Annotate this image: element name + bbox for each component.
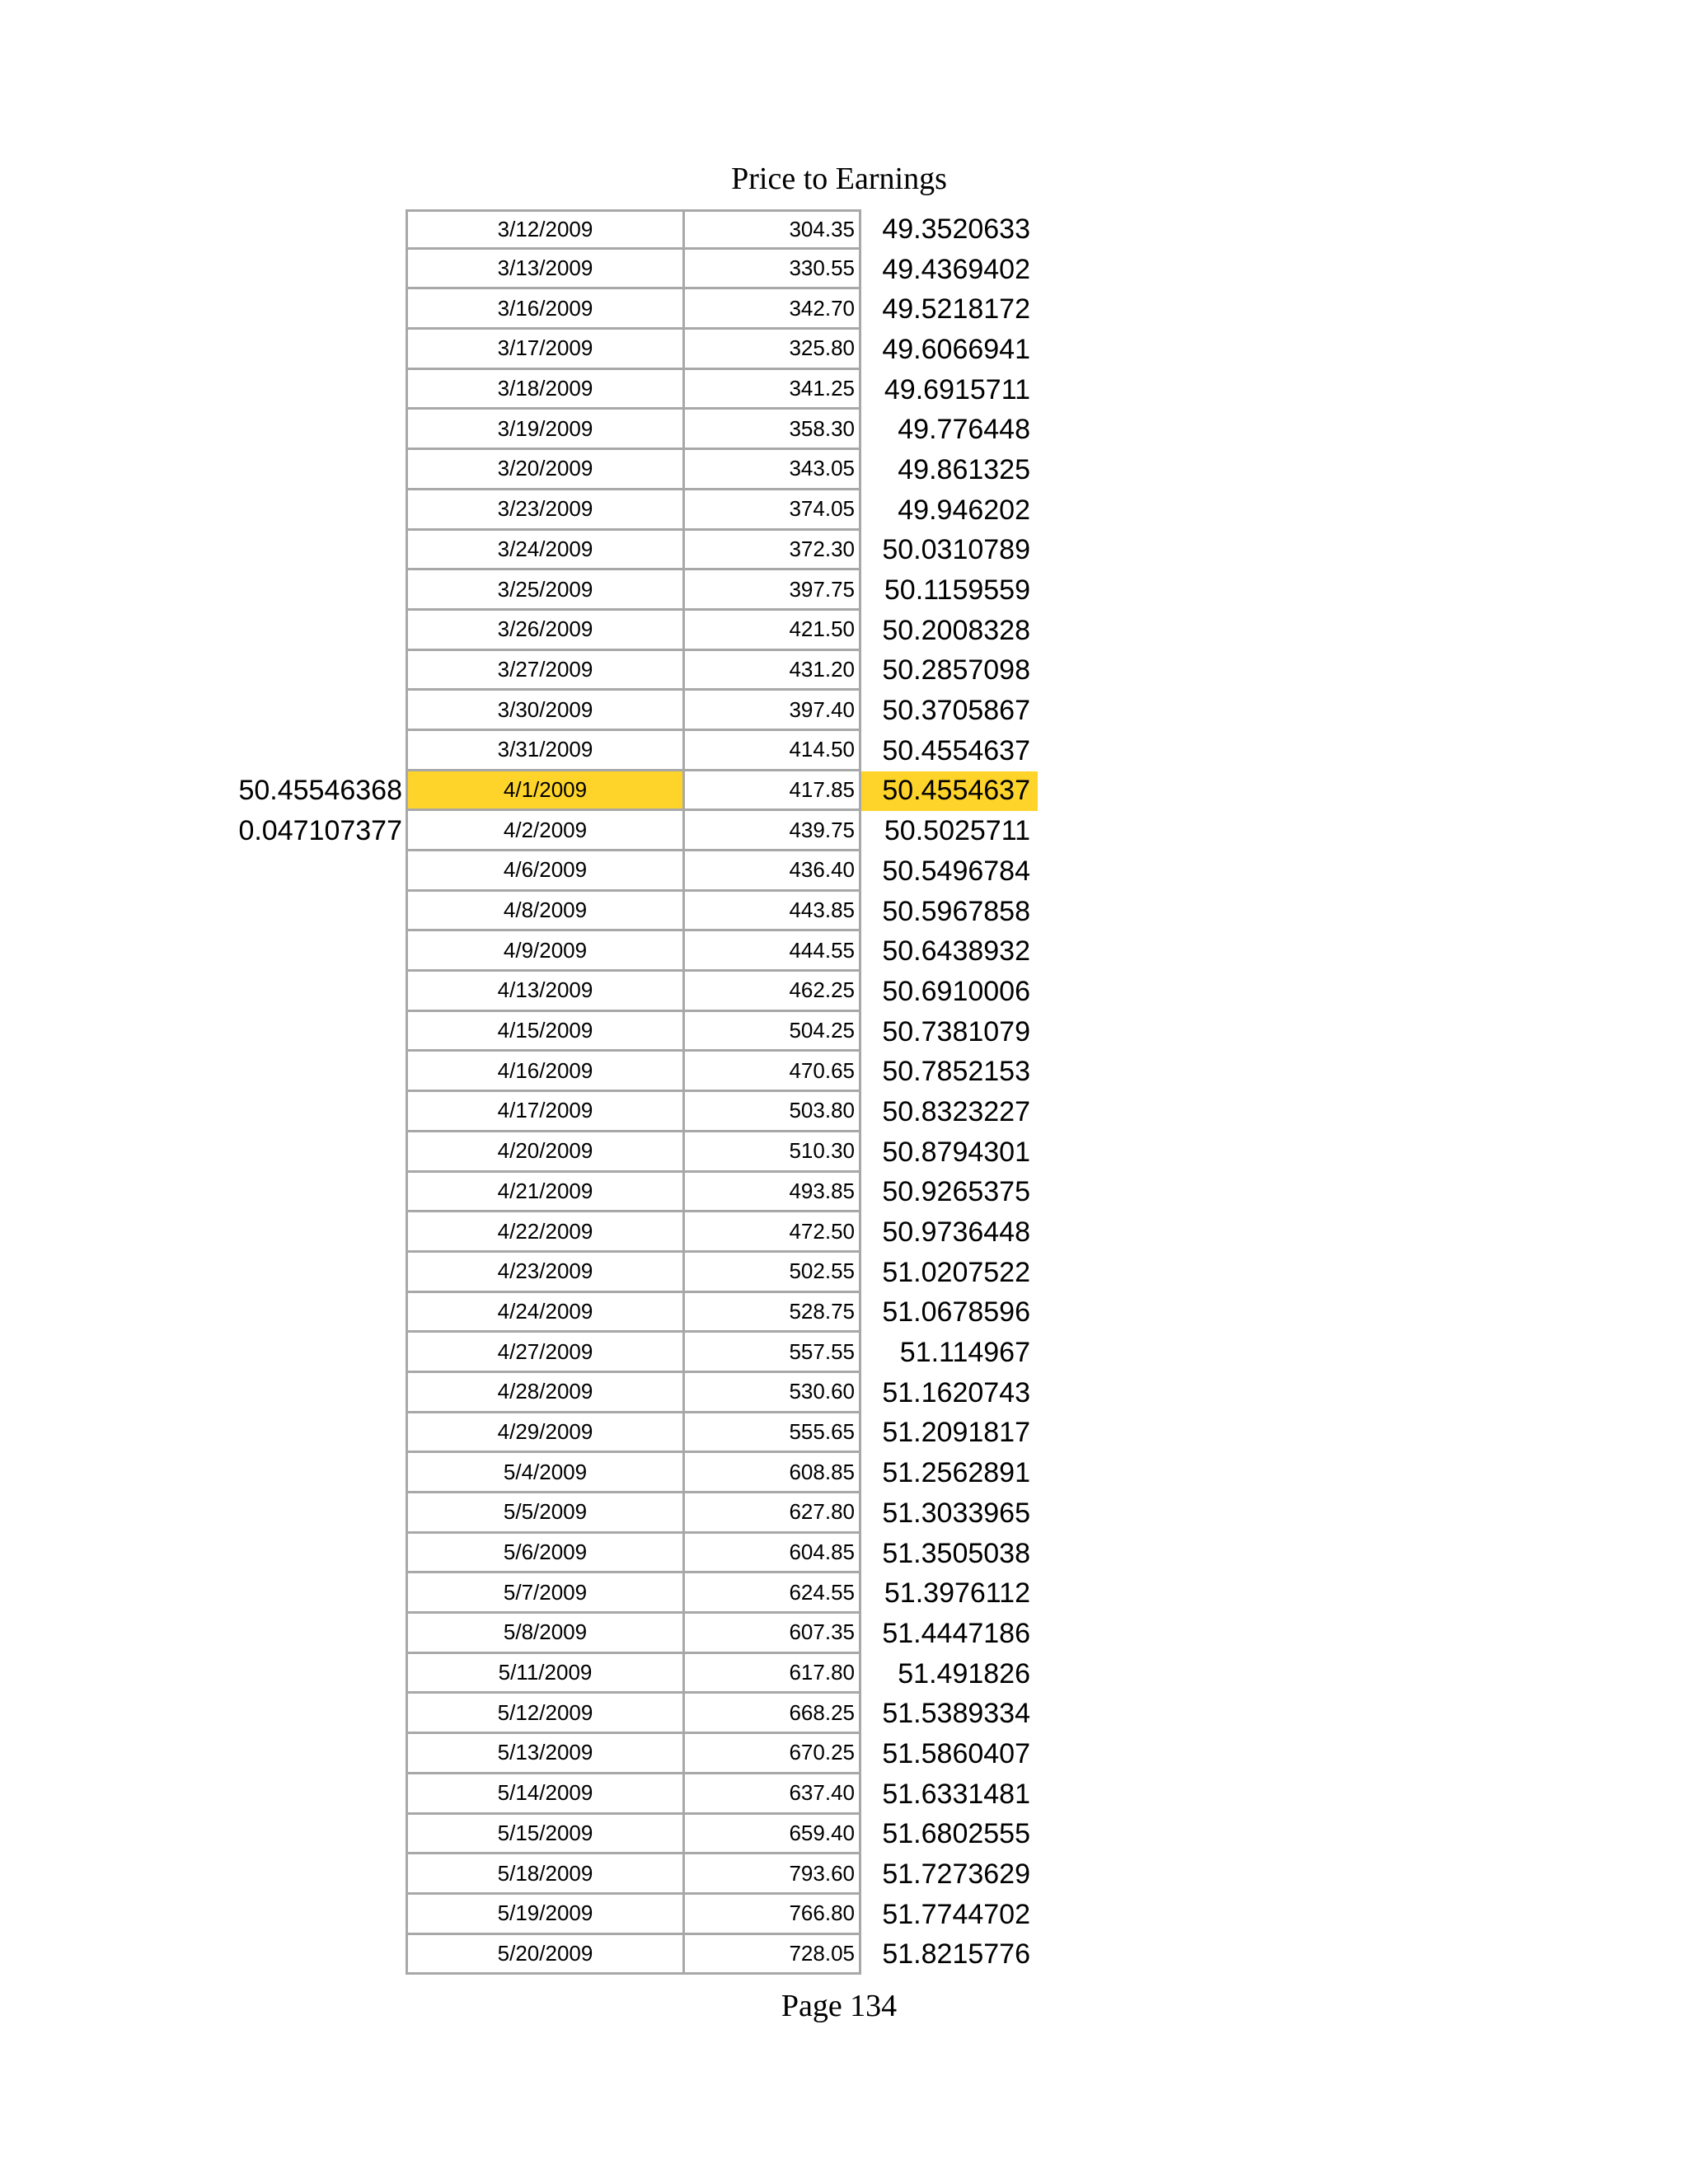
price-cell: 342.70 [685, 289, 861, 330]
pe-value-cell: 50.1159559 [884, 574, 1030, 607]
pe-value-cell: 49.861325 [898, 453, 1030, 485]
price-cell: 330.55 [685, 250, 861, 290]
pe-value-cell: 51.3976112 [884, 1577, 1030, 1610]
price-cell: 325.80 [685, 330, 861, 370]
price-cell: 607.35 [685, 1614, 861, 1654]
price-cell: 417.85 [685, 771, 861, 812]
table-row [0, 209, 1688, 250]
price-cell: 530.60 [685, 1373, 861, 1413]
table-row [0, 1534, 1688, 1574]
table-row [0, 1854, 1688, 1895]
page-title: Price to Earnings [731, 162, 947, 196]
price-cell: 343.05 [685, 450, 861, 490]
pe-value-cell: 50.8323227 [882, 1095, 1030, 1127]
date-cell: 4/15/2009 [406, 1012, 685, 1052]
table-row [0, 1293, 1688, 1333]
table-row [0, 250, 1688, 290]
pe-value-cell: 50.5967858 [882, 895, 1030, 927]
table-row [0, 1333, 1688, 1373]
side-value: 0.047107377 [238, 815, 402, 847]
date-cell: 4/13/2009 [406, 972, 685, 1012]
table-row [0, 651, 1688, 691]
table-row [0, 731, 1688, 771]
pe-value-cell: 51.2091817 [882, 1417, 1030, 1449]
table-row [0, 531, 1688, 571]
date-cell: 4/20/2009 [406, 1132, 685, 1173]
pe-value-cell: 49.4369402 [882, 253, 1030, 285]
table-row [0, 1694, 1688, 1734]
date-cell: 5/11/2009 [406, 1654, 685, 1694]
pe-value-cell: 49.776448 [898, 414, 1030, 446]
table-row [0, 1052, 1688, 1092]
date-cell: 3/23/2009 [406, 490, 685, 531]
date-cell: 4/22/2009 [406, 1212, 685, 1253]
price-cell: 502.55 [685, 1253, 861, 1293]
pe-value-cell: 50.7381079 [882, 1015, 1030, 1047]
table-row [0, 1614, 1688, 1654]
price-cell: 637.40 [685, 1774, 861, 1815]
pe-value-cell: 49.3520633 [882, 213, 1030, 245]
date-cell: 3/17/2009 [406, 330, 685, 370]
pe-value-cell: 50.0310789 [882, 534, 1030, 566]
date-cell: 5/8/2009 [406, 1614, 685, 1654]
date-cell: 3/19/2009 [406, 410, 685, 450]
price-cell: 431.20 [685, 651, 861, 691]
pe-value-cell: 50.4554637 [861, 771, 1038, 812]
table-row [0, 611, 1688, 651]
pe-value-cell: 50.5496784 [882, 855, 1030, 887]
date-cell: 4/9/2009 [406, 931, 685, 972]
table-row [0, 1895, 1688, 1935]
date-cell: 5/4/2009 [406, 1453, 685, 1493]
date-cell: 3/24/2009 [406, 531, 685, 571]
table-row [0, 1132, 1688, 1173]
price-cell: 624.55 [685, 1573, 861, 1614]
date-cell: 4/1/2009 [406, 771, 685, 812]
date-cell: 5/14/2009 [406, 1774, 685, 1815]
side-value: 50.45546368 [238, 775, 402, 807]
table-row [0, 771, 1688, 812]
pe-value-cell: 51.5389334 [882, 1698, 1030, 1730]
date-cell: 4/2/2009 [406, 811, 685, 851]
price-cell: 372.30 [685, 531, 861, 571]
table-row [0, 851, 1688, 892]
price-cell: 504.25 [685, 1012, 861, 1052]
table-row [0, 1573, 1688, 1614]
price-cell: 766.80 [685, 1895, 861, 1935]
pe-value-cell: 50.2857098 [882, 654, 1030, 687]
pe-value-cell: 50.3705867 [882, 695, 1030, 727]
date-cell: 5/12/2009 [406, 1694, 685, 1734]
price-cell: 439.75 [685, 811, 861, 851]
date-cell: 4/29/2009 [406, 1413, 685, 1454]
pe-value-cell: 51.3505038 [882, 1537, 1030, 1569]
table-row [0, 490, 1688, 531]
table-row [0, 570, 1688, 611]
pe-value-cell: 51.114967 [899, 1337, 1030, 1369]
table-row [0, 1935, 1688, 1975]
pe-value-cell: 49.6066941 [882, 333, 1030, 365]
price-cell: 493.85 [685, 1173, 861, 1213]
table-row [0, 972, 1688, 1012]
price-cell: 444.55 [685, 931, 861, 972]
price-cell: 510.30 [685, 1132, 861, 1173]
date-cell: 3/25/2009 [406, 570, 685, 611]
pe-value-cell: 50.9265375 [882, 1176, 1030, 1208]
table-row [0, 370, 1688, 410]
price-cell: 397.40 [685, 691, 861, 731]
date-cell: 5/7/2009 [406, 1573, 685, 1614]
table-row [0, 691, 1688, 731]
price-cell: 659.40 [685, 1815, 861, 1855]
table-row [0, 1373, 1688, 1413]
price-cell: 470.65 [685, 1052, 861, 1092]
price-cell: 472.50 [685, 1212, 861, 1253]
date-cell: 3/18/2009 [406, 370, 685, 410]
pe-value-cell: 50.9736448 [882, 1216, 1030, 1249]
table-row [0, 1092, 1688, 1132]
price-cell: 557.55 [685, 1333, 861, 1373]
price-cell: 462.25 [685, 972, 861, 1012]
price-cell: 421.50 [685, 611, 861, 651]
price-cell: 617.80 [685, 1654, 861, 1694]
table-row [0, 931, 1688, 972]
pe-value-cell: 51.6331481 [882, 1778, 1030, 1810]
pe-value-cell: 51.1620743 [882, 1376, 1030, 1408]
price-cell: 608.85 [685, 1453, 861, 1493]
price-cell: 604.85 [685, 1534, 861, 1574]
table-row [0, 450, 1688, 490]
table-row [0, 289, 1688, 330]
table-row [0, 1774, 1688, 1815]
price-cell: 503.80 [685, 1092, 861, 1132]
date-cell: 3/30/2009 [406, 691, 685, 731]
table-row [0, 330, 1688, 370]
table-row [0, 1654, 1688, 1694]
price-cell: 443.85 [685, 892, 861, 932]
date-cell: 4/17/2009 [406, 1092, 685, 1132]
pe-value-cell: 50.6438932 [882, 935, 1030, 968]
date-cell: 4/27/2009 [406, 1333, 685, 1373]
table-row [0, 1734, 1688, 1774]
price-cell: 793.60 [685, 1854, 861, 1895]
pe-value-cell: 51.4447186 [882, 1617, 1030, 1649]
pe-value-cell: 50.8794301 [882, 1136, 1030, 1168]
price-cell: 528.75 [685, 1293, 861, 1333]
date-cell: 3/12/2009 [406, 209, 685, 250]
pe-value-cell: 49.6915711 [884, 373, 1030, 405]
price-cell: 397.75 [685, 570, 861, 611]
page-number: Page 134 [781, 1989, 898, 2023]
pe-value-cell: 51.3033965 [882, 1497, 1030, 1529]
price-cell: 341.25 [685, 370, 861, 410]
pe-value-cell: 51.2562891 [882, 1457, 1030, 1489]
date-cell: 3/20/2009 [406, 450, 685, 490]
date-cell: 4/8/2009 [406, 892, 685, 932]
pe-value-cell: 49.946202 [898, 494, 1030, 526]
pe-value-cell: 51.0678596 [882, 1296, 1030, 1329]
table-row [0, 1012, 1688, 1052]
date-cell: 5/19/2009 [406, 1895, 685, 1935]
pe-value-cell: 50.5025711 [884, 815, 1030, 847]
price-cell: 436.40 [685, 851, 861, 892]
date-cell: 3/16/2009 [406, 289, 685, 330]
date-cell: 4/6/2009 [406, 851, 685, 892]
date-cell: 4/24/2009 [406, 1293, 685, 1333]
price-cell: 304.35 [685, 209, 861, 250]
date-cell: 3/27/2009 [406, 651, 685, 691]
price-cell: 627.80 [685, 1493, 861, 1534]
table-row [0, 1212, 1688, 1253]
table-row [0, 811, 1688, 851]
date-cell: 5/13/2009 [406, 1734, 685, 1774]
date-cell: 5/18/2009 [406, 1854, 685, 1895]
date-cell: 5/15/2009 [406, 1815, 685, 1855]
pe-value-cell: 49.5218172 [882, 293, 1030, 326]
table-row [0, 1815, 1688, 1855]
table-row [0, 892, 1688, 932]
table-row [0, 1453, 1688, 1493]
price-cell: 555.65 [685, 1413, 861, 1454]
date-cell: 4/28/2009 [406, 1373, 685, 1413]
price-cell: 668.25 [685, 1694, 861, 1734]
pe-value-cell: 51.8215776 [882, 1938, 1030, 1971]
date-cell: 4/16/2009 [406, 1052, 685, 1092]
date-cell: 3/31/2009 [406, 731, 685, 771]
price-earnings-table [0, 209, 1688, 1975]
table-row [0, 1413, 1688, 1454]
date-cell: 3/26/2009 [406, 611, 685, 651]
price-cell: 670.25 [685, 1734, 861, 1774]
pe-value-cell: 51.0207522 [882, 1256, 1030, 1288]
pe-value-cell: 51.5860407 [882, 1737, 1030, 1769]
table-row [0, 1493, 1688, 1534]
pe-value-cell: 51.6802555 [882, 1818, 1030, 1850]
price-cell: 728.05 [685, 1935, 861, 1975]
date-cell: 3/13/2009 [406, 250, 685, 290]
table-row [0, 410, 1688, 450]
pe-value-cell: 51.7744702 [882, 1898, 1030, 1930]
pe-value-cell: 50.4554637 [882, 734, 1030, 766]
table-row [0, 1253, 1688, 1293]
pe-value-cell: 50.7852153 [882, 1056, 1030, 1088]
price-cell: 374.05 [685, 490, 861, 531]
date-cell: 5/6/2009 [406, 1534, 685, 1574]
pe-value-cell: 50.6910006 [882, 975, 1030, 1007]
price-cell: 414.50 [685, 731, 861, 771]
date-cell: 4/21/2009 [406, 1173, 685, 1213]
table-row [0, 1173, 1688, 1213]
date-cell: 5/20/2009 [406, 1935, 685, 1975]
pe-value-cell: 51.491826 [898, 1657, 1030, 1690]
date-cell: 4/23/2009 [406, 1253, 685, 1293]
price-cell: 358.30 [685, 410, 861, 450]
pe-value-cell: 51.7273629 [882, 1858, 1030, 1891]
pe-value-cell: 50.2008328 [882, 614, 1030, 646]
date-cell: 5/5/2009 [406, 1493, 685, 1534]
